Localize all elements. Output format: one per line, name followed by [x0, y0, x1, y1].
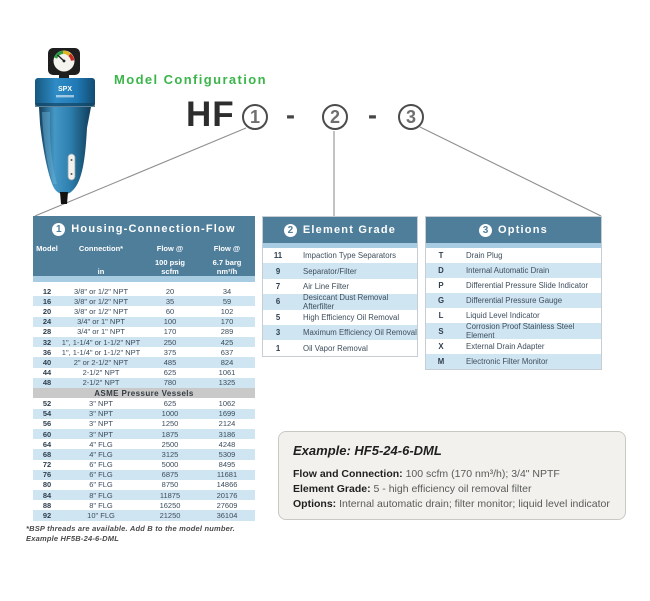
table-row — [33, 296, 255, 306]
element-grade-table — [262, 216, 418, 357]
flow-nm3h-cell: 1325 — [218, 378, 236, 388]
label-cell: Internal Automatic Drain — [466, 266, 550, 276]
flow-scfm-cell: 170 — [163, 327, 177, 337]
table-row — [33, 347, 255, 357]
connection-cell: 3/8" or 1/2" NPT — [73, 286, 129, 296]
label-cell: Maximum Efficiency Oil Removal — [303, 328, 417, 338]
footnote-line1: *BSP threads are available. Add B to the model number. — [26, 524, 236, 533]
flow-nm3h-cell: 34 — [222, 286, 232, 296]
table-row — [33, 317, 255, 327]
connection-cell: 3/4" or 1" NPT — [77, 327, 125, 337]
flow-nm3h-cell: 1062 — [218, 398, 236, 408]
connection-cell: 3" NPT — [89, 419, 113, 429]
flow-nm3h-cell: 289 — [220, 327, 234, 337]
model-cell: 36 — [42, 347, 52, 357]
connection-cell: 6" FLG — [89, 470, 113, 480]
flow-scfm-cell: 35 — [165, 296, 175, 306]
table-row — [426, 293, 601, 308]
flow-scfm-cell: 625 — [163, 368, 177, 378]
flow-nm3h-cell: 824 — [220, 357, 234, 367]
flow-nm3h-cell: 14866 — [216, 480, 238, 490]
model-cell: 52 — [42, 398, 52, 408]
connection-cell: 3/4" or 1" NPT — [77, 317, 125, 327]
flow-scfm-cell: 60 — [165, 306, 175, 316]
flow-nm3h-cell: 2124 — [218, 419, 236, 429]
table1-column-headers — [33, 242, 255, 276]
connection-cell: 3" NPT — [89, 429, 113, 439]
number-1-icon: 1 — [52, 223, 65, 236]
page-title: Model Configuration — [114, 72, 267, 87]
model-cell: 48 — [42, 378, 52, 388]
connection-cell: 10" FLG — [87, 511, 115, 521]
model-cell: 68 — [42, 449, 52, 459]
element-grade-rows — [263, 248, 417, 356]
connection-cell: 6" FLG — [89, 480, 113, 490]
model-placeholder-3: 3 — [398, 104, 424, 130]
label-cell: Desiccant Dust Removal Afterfilter — [303, 292, 389, 311]
table-row — [33, 306, 255, 316]
flow-scfm-cell: 250 — [163, 337, 177, 347]
table-row — [263, 310, 417, 325]
connection-cell: 2-1/2" NPT — [82, 368, 120, 378]
flow-scfm-cell: 100 — [163, 317, 177, 327]
connection-cell: 8" FLG — [89, 490, 113, 500]
flow-scfm-cell: 21250 — [159, 511, 181, 521]
flow-scfm-cell: 6875 — [161, 470, 179, 480]
table-row — [426, 354, 601, 369]
connection-cell: 1", 1-1/4" or 1-1/2" NPT — [61, 337, 141, 347]
connection-cell: 3" NPT — [89, 409, 113, 419]
flow-nm3h-cell: 8495 — [218, 460, 236, 470]
example-lines — [293, 467, 611, 512]
code-cell: G — [437, 296, 445, 306]
table-row — [426, 278, 601, 293]
model-cell: 72 — [42, 460, 52, 470]
flow-scfm-cell: 1875 — [161, 429, 179, 439]
code-cell: D — [438, 266, 444, 276]
asme-rows — [33, 398, 255, 520]
flow-nm3h-cell: 170 — [220, 317, 234, 327]
label-cell: Electronic Filter Monitor — [466, 356, 548, 366]
number-3-icon: 3 — [479, 224, 492, 237]
flow-nm3h-cell: 3186 — [218, 429, 236, 439]
flow-nm3h-cell: 4248 — [218, 439, 236, 449]
table-row — [263, 279, 417, 294]
model-cell: 20 — [42, 306, 52, 316]
table-row — [426, 339, 601, 354]
flow-nm3h-cell: 102 — [220, 306, 234, 316]
model-cell: 88 — [42, 500, 52, 510]
column-header-flow-nm3h: Flow @ 6.7 barg nm³/h — [212, 244, 242, 276]
product-image — [26, 46, 104, 208]
table-row — [426, 248, 601, 263]
label-cell: Differential Pressure Gauge — [466, 296, 563, 306]
code-cell: L — [438, 311, 444, 321]
code-cell: S — [438, 326, 444, 336]
connection-cell: 1", 1-1/4" or 1-1/2" NPT — [61, 347, 141, 357]
table-row — [33, 429, 255, 439]
column-header-connection: Connection* in — [78, 244, 124, 276]
model-separator: - — [286, 100, 295, 130]
flow-nm3h-cell: 5309 — [218, 449, 236, 459]
connection-cell: 2" or 2-1/2" NPT — [73, 357, 129, 367]
table1-header — [33, 216, 255, 242]
table-row — [263, 294, 417, 309]
drain-stem — [60, 192, 68, 204]
model-placeholder-1: 1 — [242, 104, 268, 130]
table-row — [33, 327, 255, 337]
options-rows — [426, 248, 601, 369]
table-row — [33, 470, 255, 480]
code-cell: X — [438, 341, 444, 351]
flow-nm3h-cell: 1699 — [218, 409, 236, 419]
model-cell: 44 — [42, 368, 52, 378]
model-cell: 60 — [42, 429, 52, 439]
code-cell: 9 — [275, 266, 281, 276]
flow-scfm-cell: 375 — [163, 347, 177, 357]
label-cell: External Drain Adapter — [466, 341, 545, 351]
model-cell: 16 — [42, 296, 52, 306]
label-cell: Corrosion Proof Stainless Steel Element — [466, 322, 575, 341]
model-placeholder-2: 2 — [322, 104, 348, 130]
connection-cell: 6" FLG — [89, 460, 113, 470]
model-cell: 12 — [42, 286, 52, 296]
table-row — [263, 263, 417, 278]
table-row — [33, 409, 255, 419]
flow-scfm-cell: 625 — [163, 398, 177, 408]
table2-title: Element Grade — [302, 224, 397, 236]
connection-cell: 3" NPT — [89, 398, 113, 408]
flow-scfm-cell: 3125 — [161, 449, 179, 459]
connection-cell: 3/8" or 1/2" NPT — [73, 296, 129, 306]
example-box — [278, 431, 626, 520]
model-cell: 56 — [42, 419, 52, 429]
flow-nm3h-cell: 637 — [220, 347, 234, 357]
flow-nm3h-cell: 20176 — [216, 490, 238, 500]
flow-scfm-cell: 2500 — [161, 439, 179, 449]
connection-cell: 8" FLG — [89, 500, 113, 510]
number-2-icon: 2 — [284, 224, 297, 237]
example-title: Example: HF5-24-6-DML — [293, 443, 442, 458]
table-row — [33, 500, 255, 510]
label-cell: High Efficiency Oil Removal — [303, 312, 400, 322]
table-row — [33, 490, 255, 500]
table-row — [33, 357, 255, 367]
model-cell: 54 — [42, 409, 52, 419]
flow-nm3h-cell: 59 — [222, 296, 232, 306]
connection-cell: 4" FLG — [89, 439, 113, 449]
model-cell: 64 — [42, 439, 52, 449]
code-cell: P — [438, 281, 444, 291]
housing-connection-flow-table — [33, 216, 255, 521]
table1-title: Housing-Connection-Flow — [71, 223, 236, 235]
model-cell: 92 — [42, 511, 52, 521]
table-row — [263, 340, 417, 355]
table-row — [33, 460, 255, 470]
table-row — [33, 286, 255, 296]
label-cell: Liquid Level Indicator — [466, 311, 540, 321]
asme-section-header: ASME Pressure Vessels — [33, 388, 255, 399]
label-cell: Differential Pressure Slide Indicator — [466, 281, 589, 291]
table3-title: Options — [498, 224, 548, 236]
connection-cell: 3/8" or 1/2" NPT — [73, 306, 129, 316]
model-cell: 84 — [42, 490, 52, 500]
flow-scfm-cell: 20 — [165, 286, 175, 296]
table2-header — [263, 217, 417, 243]
flow-scfm-cell: 780 — [163, 378, 177, 388]
example-options-line: Options: Internal automatic drain; filter monitor; liquid level indicator — [293, 498, 610, 510]
model-cell: 32 — [42, 337, 52, 347]
flow-nm3h-cell: 11681 — [216, 470, 238, 480]
example-grade-line: Element Grade: 5 - high efficiency oil removal filter — [293, 483, 532, 495]
column-header-model: Model — [36, 244, 58, 253]
flow-nm3h-cell: 1061 — [218, 368, 236, 378]
code-cell: 7 — [275, 281, 281, 291]
label-cell: Impaction Type Separators — [303, 251, 397, 261]
code-cell: 1 — [275, 343, 281, 353]
label-cell: Oil Vapor Removal — [303, 343, 368, 353]
footnote-line2: Example HF5B-24-6-DML — [26, 534, 119, 543]
flow-scfm-cell: 485 — [163, 357, 177, 367]
flow-scfm-cell: 8750 — [161, 480, 179, 490]
table3-header — [426, 217, 601, 243]
table-row — [33, 449, 255, 459]
table-row — [33, 480, 255, 490]
table-row — [426, 263, 601, 278]
model-cell: 76 — [42, 470, 52, 480]
model-separator: - — [368, 100, 377, 130]
connection-cell: 4" FLG — [89, 449, 113, 459]
table-row — [33, 419, 255, 429]
table-row — [33, 368, 255, 378]
model-prefix: HF — [186, 95, 235, 134]
table-row — [33, 378, 255, 388]
model-cell: 40 — [42, 357, 52, 367]
flow-scfm-cell: 1000 — [161, 409, 179, 419]
code-cell: T — [438, 251, 444, 261]
example-flow-line: Flow and Connection: 100 scfm (170 nm³/h); 3/4" NPTF — [293, 468, 560, 480]
flow-scfm-cell: 11875 — [159, 490, 181, 500]
code-cell: 5 — [275, 312, 281, 322]
table-row — [33, 439, 255, 449]
code-cell: 6 — [275, 297, 281, 307]
flow-nm3h-cell: 425 — [220, 337, 234, 347]
flow-scfm-cell: 5000 — [161, 460, 179, 470]
table-row — [263, 248, 417, 263]
label-cell: Drain Plug — [466, 251, 503, 261]
table-row — [33, 337, 255, 347]
npt-rows — [33, 286, 255, 388]
table-row — [426, 322, 601, 341]
model-cell: 24 — [42, 317, 52, 327]
brand-label: SPX — [57, 86, 73, 93]
connection-cell: 2-1/2" NPT — [82, 378, 120, 388]
flow-nm3h-cell: 27609 — [216, 500, 238, 510]
sight-glass — [68, 154, 75, 180]
flow-scfm-cell: 16250 — [159, 500, 181, 510]
label-cell: Separator/Filter — [303, 266, 357, 276]
footnote — [26, 524, 235, 544]
table-row — [33, 510, 255, 520]
code-cell: 3 — [275, 328, 281, 338]
table-row — [263, 325, 417, 340]
flow-nm3h-cell: 36104 — [216, 511, 238, 521]
options-table — [425, 216, 602, 370]
table-row — [33, 398, 255, 408]
model-cell: 80 — [42, 480, 52, 490]
column-header-flow-scfm: Flow @ 100 psig scfm — [154, 244, 185, 276]
label-cell: Air Line Filter — [303, 281, 349, 291]
code-cell: M — [437, 356, 445, 366]
flow-scfm-cell: 1250 — [161, 419, 179, 429]
model-cell: 28 — [42, 327, 52, 337]
code-cell: 11 — [273, 251, 283, 261]
